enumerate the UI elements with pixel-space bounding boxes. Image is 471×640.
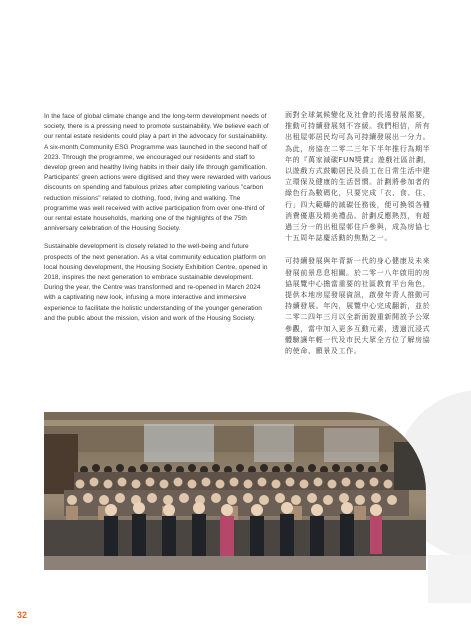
english-column [44, 112, 272, 324]
decorative-strip [428, 555, 471, 603]
english-paragraph-1: In the face of global climate change and the long-term development needs of society, there is a pressing need to promote sustainability. We believe each of our rental estate residents could play a part in the advocacy for sustainability. A six-month Community ESG Programme was launched in the second half of 2023. Through the programme, we encouraged our residents and staff to develop green and healthy living habits in their daily life through gamification. Participants' green actions were digitised and they were rewarded with various discounts on spending and fabulous prizes after completing various "carbon reduction missions" related to clothing, food, living and walking. The programme was well received with active participation from over one-third of our rental estate households, marking one of the highlights of the 75th anniversary celebration of the Housing Society. [44, 113, 271, 233]
page-number: 32 [17, 610, 28, 620]
english-paragraph-2: Sustainable development is closely related to the well-being and future prospects of the next generation. As a vital community education platform on local housing development, the Housing Society Exhibition Centre, opened in 2018, inspires the next generation to embrace sustainable development. During the year, the Centre was transformed and re-opened in March 2024 with a captivating new look, infusing a more interactive and immersive experience to facilitate the holistic understanding of the younger generation and the public about the mission, vision and work of the Housing Society. [44, 243, 268, 322]
chinese-column [285, 109, 433, 356]
group-photo-illustration [44, 412, 426, 570]
group-photo [44, 412, 426, 570]
chinese-paragraph-2: 可持續發展與年青新一代的身心健康及未來發展前景息息相關。於二零一八年啟用的房協展覽中心擔當重要的社區教育平台角色，提供本地房屋發展資訊，啟發年青人推動可持續發展。年內，展覽中心完成翻新，並於二零二四年三月以全新面貌重新開放予公眾參觀，當中加入更多互動元素，透過沉浸式體驗讓年輕一代及市民大眾全方位了解房協的使命、願景及工作。 [285, 256, 431, 356]
chinese-paragraph-1: 面對全球氣候變化及社會的長遠發展需要，推動可持續發展刻不容緩。我們相信，所有出租屋邨居民均可為可持續發展出一分力。為此，房協在二零二三年下半年推行為期半年的『萬家減碳FUN獎賞』遊戲社區計劃，以遊戲方式鼓勵居民及員工在日常生活中建立環保及健康的生活習慣。計劃將參加者的綠色行為數碼化，只要完成「衣、食、住、行」四大範疇的減碳任務後，便可換領各種消費優惠及精美禮品。計劃反應熱烈，有超過三分一的出租屋邨住戶參與，成為房協七十五周年誌慶活動的焦點之一。 [285, 110, 432, 243]
